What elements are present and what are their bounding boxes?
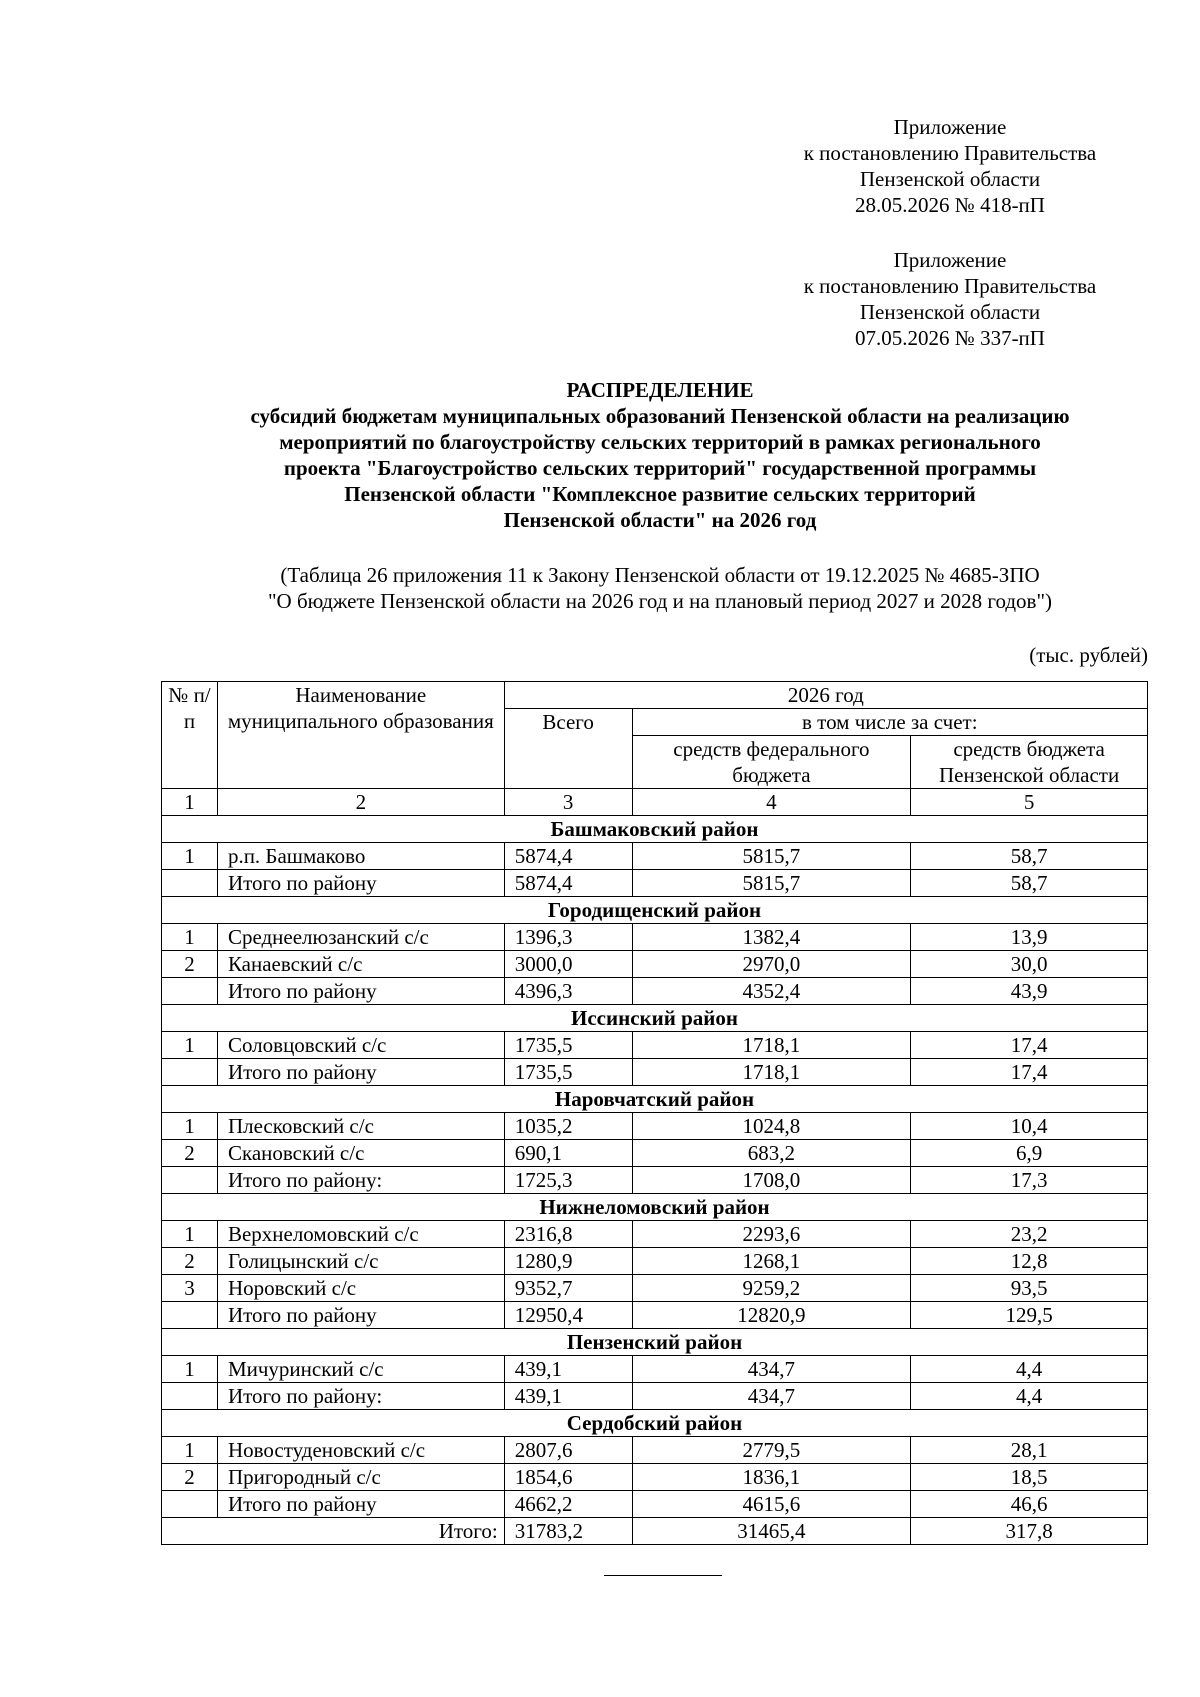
federal-value: 1718,1 [632, 1059, 911, 1086]
district-total-row [162, 978, 1148, 1005]
table-row [162, 1140, 1148, 1167]
table-row [162, 924, 1148, 951]
federal-value: 12820,9 [632, 1302, 911, 1329]
district-name: Иссинский район [162, 1005, 1148, 1032]
grand-total-federal: 31465,4 [632, 1518, 911, 1545]
row-number: 2 [162, 951, 218, 978]
regional-value: 58,7 [911, 870, 1148, 897]
regional-value: 12,8 [911, 1248, 1148, 1275]
municipality-name: Итого по району [217, 978, 504, 1005]
total-value: 2807,6 [504, 1437, 632, 1464]
regional-value: 18,5 [911, 1464, 1148, 1491]
distribution-table [161, 681, 1148, 1545]
total-value: 9352,7 [504, 1275, 632, 1302]
row-number [162, 1059, 218, 1086]
district-name: Наровчатский район [162, 1086, 1148, 1113]
district-row [162, 1194, 1148, 1221]
municipality-name: Соловцовский с/с [217, 1032, 504, 1059]
federal-value: 1718,1 [632, 1032, 911, 1059]
row-number: 1 [162, 1113, 218, 1140]
regional-value: 13,9 [911, 924, 1148, 951]
federal-value: 1268,1 [632, 1248, 911, 1275]
federal-value: 9259,2 [632, 1275, 911, 1302]
total-value: 1735,5 [504, 1059, 632, 1086]
federal-value: 2779,5 [632, 1437, 911, 1464]
table-row [162, 1113, 1148, 1140]
district-row [162, 816, 1148, 843]
regional-value: 30,0 [911, 951, 1148, 978]
total-value: 5874,4 [504, 870, 632, 897]
federal-value: 5815,7 [632, 870, 911, 897]
federal-value: 4615,6 [632, 1491, 911, 1518]
reference-line: (Таблица 26 приложения 11 к Закону Пензенской области от 19.12.2025 № 4685-ЗПО [280, 563, 1040, 587]
district-row [162, 1329, 1148, 1356]
row-number: 1 [162, 1221, 218, 1248]
total-value: 690,1 [504, 1140, 632, 1167]
title-line: Пензенской области" на 2026 год [503, 508, 817, 532]
approval-date-number: 28.05.2026 № 418-пП [855, 193, 1045, 217]
reference-line: "О бюджете Пензенской области на 2026 год и на плановый период 2027 и 2028 годов") [267, 589, 1053, 613]
regional-value: 43,9 [911, 978, 1148, 1005]
regional-value: 4,4 [911, 1356, 1148, 1383]
approval-line: Пензенской области [859, 167, 1041, 191]
header-federal: средств федерального бюджета [632, 736, 911, 789]
table-row [162, 1275, 1148, 1302]
district-row [162, 1005, 1148, 1032]
district-name: Городищенский район [162, 897, 1148, 924]
grand-total-regional: 317,8 [911, 1518, 1148, 1545]
federal-value: 4352,4 [632, 978, 911, 1005]
district-total-row [162, 1383, 1148, 1410]
row-number [162, 1383, 218, 1410]
regional-value: 129,5 [911, 1302, 1148, 1329]
regional-value: 46,6 [911, 1491, 1148, 1518]
approval-line: к постановлению Правительства [803, 274, 1097, 298]
municipality-name: Верхнеломовский с/с [217, 1221, 504, 1248]
table-row [162, 1464, 1148, 1491]
column-number: 4 [632, 789, 911, 816]
total-value: 439,1 [504, 1383, 632, 1410]
table-row [162, 1248, 1148, 1275]
table-row [162, 1356, 1148, 1383]
title-line: Пензенской области "Комплексное развитие сельских территорий [344, 482, 976, 506]
approval-line: Пензенской области [859, 300, 1041, 324]
regional-value: 93,5 [911, 1275, 1148, 1302]
regional-value: 58,7 [911, 843, 1148, 870]
district-name: Башмаковский район [162, 816, 1148, 843]
table-row [162, 1437, 1148, 1464]
municipality-name: Итого по району [217, 1491, 504, 1518]
district-total-row [162, 1491, 1148, 1518]
federal-value: 2293,6 [632, 1221, 911, 1248]
federal-value: 434,7 [632, 1356, 911, 1383]
district-name: Нижнеломовский район [162, 1194, 1148, 1221]
units-label: (тыс. рублей) [1029, 643, 1148, 667]
approval-date-number: 07.05.2026 № 337-пП [855, 326, 1045, 350]
regional-value: 4,4 [911, 1383, 1148, 1410]
row-number: 2 [162, 1140, 218, 1167]
header-num: № п/п [162, 682, 218, 789]
federal-value: 1024,8 [632, 1113, 911, 1140]
row-number: 1 [162, 1437, 218, 1464]
municipality-name: Голицынский с/с [217, 1248, 504, 1275]
approval-stamp-previous [740, 247, 1160, 351]
regional-value: 23,2 [911, 1221, 1148, 1248]
column-number: 1 [162, 789, 218, 816]
district-name: Пензенский район [162, 1329, 1148, 1356]
municipality-name: Мичуринский с/с [217, 1356, 504, 1383]
row-number: 3 [162, 1275, 218, 1302]
municipality-name: Норовский с/с [217, 1275, 504, 1302]
row-number: 1 [162, 1032, 218, 1059]
municipality-name: Итого по району [217, 1302, 504, 1329]
federal-value: 2970,0 [632, 951, 911, 978]
municipality-name: Плесковский с/с [217, 1113, 504, 1140]
municipality-name: Итого по району [217, 870, 504, 897]
approval-stamp-current [740, 114, 1160, 218]
regional-value: 6,9 [911, 1140, 1148, 1167]
law-reference [160, 562, 1160, 614]
title-line: проекта "Благоустройство сельских территорий" государственной программы [283, 456, 1037, 480]
table-row [162, 843, 1148, 870]
federal-value: 1708,0 [632, 1167, 911, 1194]
header-regional: средств бюджета Пензенской области [911, 736, 1148, 789]
total-value: 4396,3 [504, 978, 632, 1005]
municipality-name: Итого по району [217, 1059, 504, 1086]
total-value: 4662,2 [504, 1491, 632, 1518]
district-row [162, 897, 1148, 924]
column-number: 2 [217, 789, 504, 816]
grand-total-total: 31783,2 [504, 1518, 632, 1545]
district-total-row [162, 1059, 1148, 1086]
column-number: 5 [911, 789, 1148, 816]
end-divider [604, 1575, 722, 1576]
table-body [162, 816, 1148, 1518]
municipality-name: Канаевский с/с [217, 951, 504, 978]
total-value: 2316,8 [504, 1221, 632, 1248]
total-value: 1735,5 [504, 1032, 632, 1059]
district-total-row [162, 870, 1148, 897]
row-number [162, 870, 218, 897]
total-value: 1854,6 [504, 1464, 632, 1491]
federal-value: 1382,4 [632, 924, 911, 951]
municipality-name: Новостуденовский с/с [217, 1437, 504, 1464]
row-number: 2 [162, 1248, 218, 1275]
table-row [162, 1032, 1148, 1059]
row-number [162, 1302, 218, 1329]
federal-value: 683,2 [632, 1140, 911, 1167]
grand-total-label: Итого: [162, 1518, 505, 1545]
total-value: 5874,4 [504, 843, 632, 870]
municipality-name: Итого по району: [217, 1383, 504, 1410]
header-including: в том числе за счет: [632, 709, 1147, 736]
district-row [162, 1086, 1148, 1113]
table-row [162, 951, 1148, 978]
district-total-row [162, 1302, 1148, 1329]
total-value: 1396,3 [504, 924, 632, 951]
approval-line: к постановлению Правительства [803, 141, 1097, 165]
regional-value: 17,3 [911, 1167, 1148, 1194]
regional-value: 17,4 [911, 1059, 1148, 1086]
regional-value: 17,4 [911, 1032, 1148, 1059]
district-row [162, 1410, 1148, 1437]
municipality-name: Среднеелюзанский с/с [217, 924, 504, 951]
header-total: Всего [504, 709, 632, 789]
federal-value: 434,7 [632, 1383, 911, 1410]
total-value: 3000,0 [504, 951, 632, 978]
approval-line: Приложение [893, 248, 1007, 272]
table-row [162, 1221, 1148, 1248]
regional-value: 10,4 [911, 1113, 1148, 1140]
title-line: субсидий бюджетам муниципальных образований Пензенской области на реализацию [250, 404, 1070, 428]
row-number [162, 978, 218, 1005]
column-number-row [162, 789, 1148, 816]
municipality-name: р.п. Башмаково [217, 843, 504, 870]
municipality-name: Итого по району: [217, 1167, 504, 1194]
row-number: 2 [162, 1464, 218, 1491]
total-value: 1280,9 [504, 1248, 632, 1275]
district-total-row [162, 1167, 1148, 1194]
approval-line: Приложение [893, 115, 1007, 139]
row-number: 1 [162, 924, 218, 951]
document-title [160, 377, 1160, 533]
row-number [162, 1491, 218, 1518]
total-value: 12950,4 [504, 1302, 632, 1329]
regional-value: 28,1 [911, 1437, 1148, 1464]
title-line: мероприятий по благоустройству сельских территорий в рамках регионального [279, 430, 1041, 454]
column-number: 3 [504, 789, 632, 816]
district-name: Сердобский район [162, 1410, 1148, 1437]
header-name: Наименование муниципального образования [217, 682, 504, 789]
total-value: 1035,2 [504, 1113, 632, 1140]
title-heading: РАСПРЕДЕЛЕНИЕ [566, 378, 754, 402]
grand-total-row [162, 1518, 1148, 1545]
municipality-name: Скановский с/с [217, 1140, 504, 1167]
total-value: 1725,3 [504, 1167, 632, 1194]
row-number: 1 [162, 843, 218, 870]
municipality-name: Пригородный с/с [217, 1464, 504, 1491]
row-number: 1 [162, 1356, 218, 1383]
row-number [162, 1167, 218, 1194]
header-year: 2026 год [504, 682, 1147, 709]
federal-value: 1836,1 [632, 1464, 911, 1491]
total-value: 439,1 [504, 1356, 632, 1383]
federal-value: 5815,7 [632, 843, 911, 870]
